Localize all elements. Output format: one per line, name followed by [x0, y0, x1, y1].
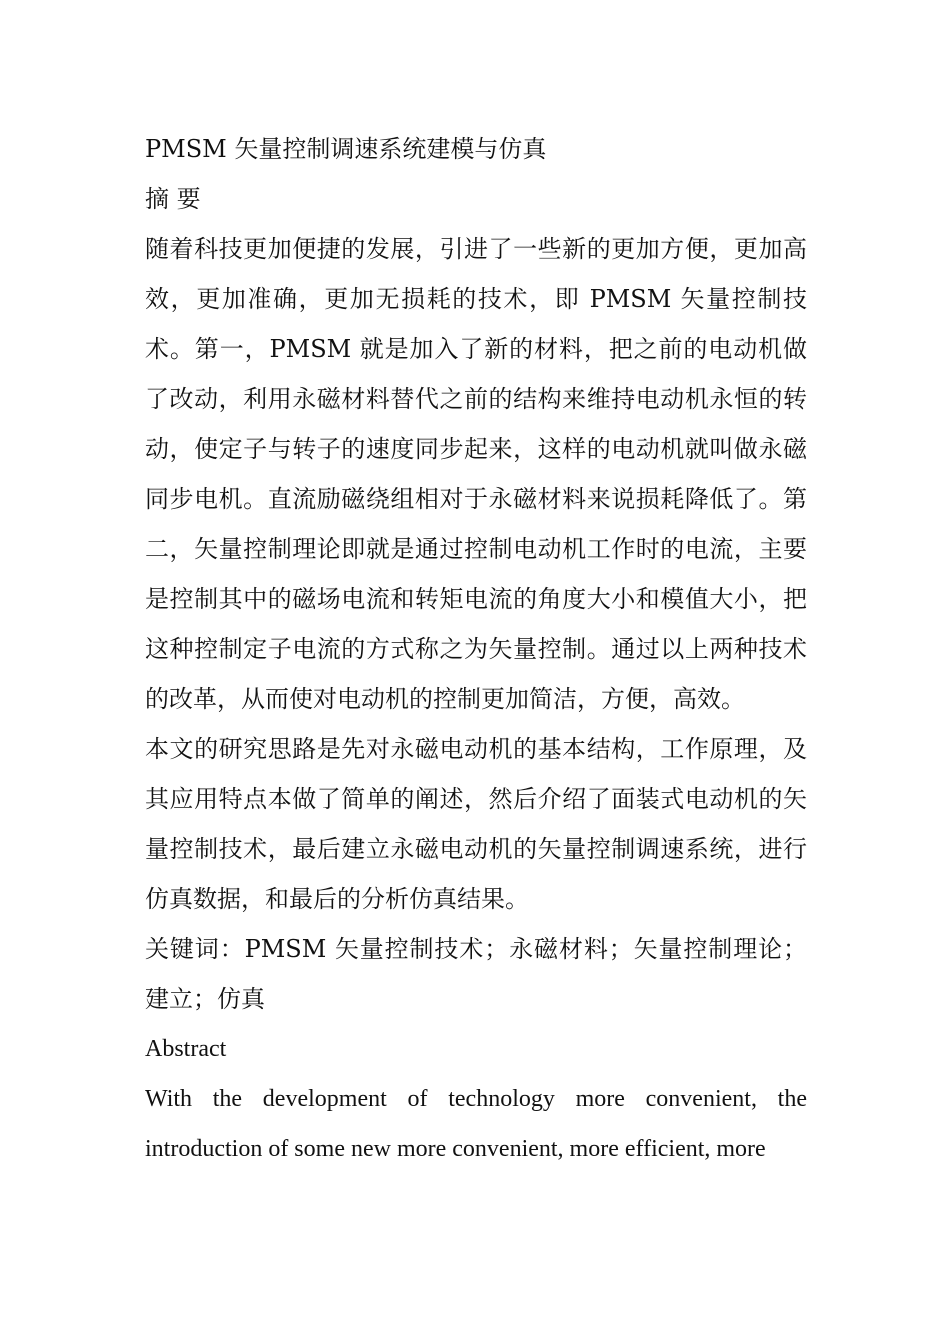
document-title: PMSM 矢量控制调速系统建模与仿真 [145, 135, 547, 163]
keywords-cn: 关键词：PMSM 矢量控制技术；永磁材料；矢量控制理论；建立；仿真 [145, 935, 807, 1013]
abstract-paragraph-cn-1: 随着科技更加便捷的发展，引进了一些新的更加方便，更加高效，更加准确，更加无损耗的技术，即 PMSM 矢量控制技术。第一，PMSM 就是加入了新的材料，把之前的电动机做了改动，利用永磁材料替代之前的结构来维持电动机永恒的转动，使定子与转子的速度同步起来，这样的电动机就叫做永磁同步电机。直流励磁绕组相对于永磁材料来说损耗降低了。第二，矢量控制理论即就是通过控制电动机工作时的电流，主要是控制其中的磁场电流和转矩电流的角度大小和模值大小，把这种控制定子电流的方式称之为矢量控制。通过以上两种技术的改革，从而使对电动机的控制更加简洁，方便，高效。 [145, 235, 807, 713]
abstract-heading-cn: 摘 要 [145, 185, 201, 213]
abstract-heading-en: Abstract [145, 1036, 227, 1062]
document-body [145, 124, 807, 1174]
abstract-paragraph-cn-2: 本文的研究思路是先对永磁电动机的基本结构，工作原理，及其应用特点本做了简单的阐述，然后介绍了面装式电动机的矢量控制技术，最后建立永磁电动机的矢量控制调速系统，进行仿真数据，和最后的分析仿真结果。 [145, 735, 807, 913]
abstract-paragraph-en: With the development of technology more convenient, the introduction of some new more convenient, more efficient, more [145, 1086, 807, 1162]
